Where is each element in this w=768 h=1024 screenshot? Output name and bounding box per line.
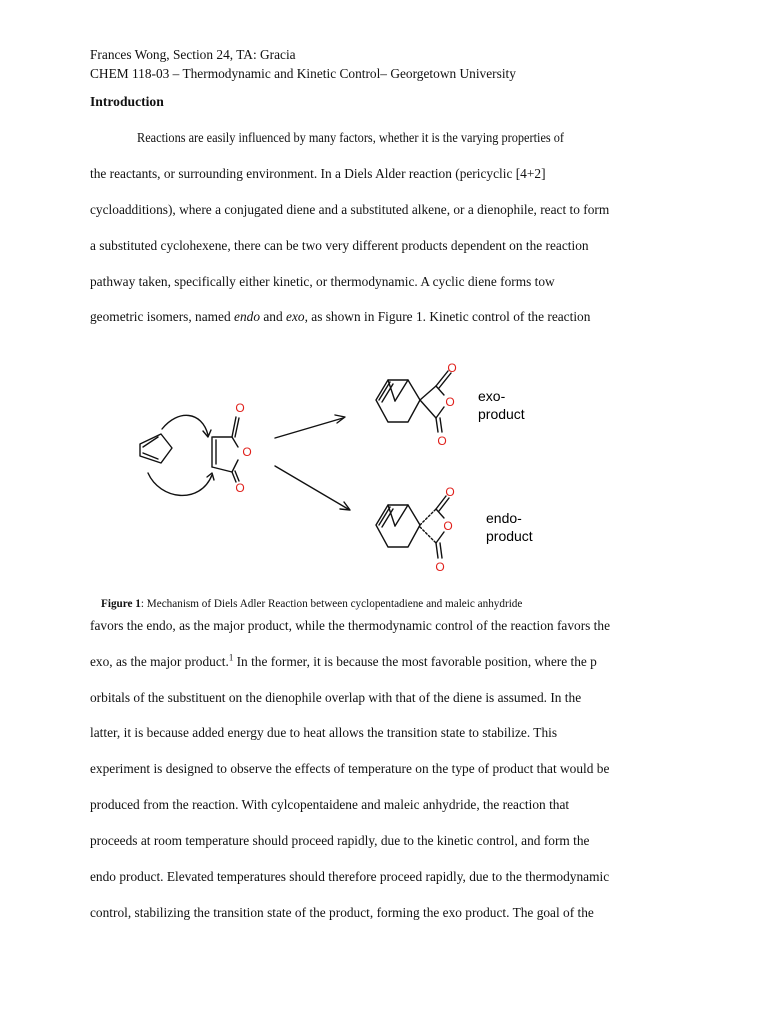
paragraph-line: a substituted cyclohexene, there can be two very different products dependent on the reaction <box>90 238 589 253</box>
paragraph-line: favors the endo, as the major product, while the thermodynamic control of the reaction favors the <box>90 618 611 633</box>
product-labels <box>478 388 533 544</box>
endo-label-line1: endo- <box>486 510 522 526</box>
paragraph-line: proceeds at room temperature should proceed rapidly, due to the kinetic control, and form the <box>90 833 590 848</box>
oxygen-label: O <box>437 434 447 448</box>
paragraph-line: control, stabilizing the transition state of the product, forming the exo product. The goal of the <box>90 905 594 920</box>
paragraph-line: produced from the reaction. With cylcopentaidene and maleic anhydride, the reaction that <box>90 797 570 812</box>
endo-label-line2: product <box>486 528 533 544</box>
endo-product-molecule <box>376 496 449 558</box>
oxygen-label: O <box>435 560 445 574</box>
paragraph-line: pathway taken, specifically either kinetic, or thermodynamic. A cyclic diene forms tow <box>90 274 555 289</box>
maleic-anhydride-molecule <box>212 417 239 482</box>
oxygen-label: O <box>443 519 453 533</box>
paragraph-line: cycloadditions), where a conjugated diene and a substituted alkene, or a dienophile, react to form <box>90 202 610 217</box>
figure-caption-text: : Mechanism of Diels Adler Reaction between cyclopentadiene and maleic anhydride <box>140 598 523 610</box>
exo-term: exo <box>286 309 305 324</box>
figure-caption <box>101 597 522 611</box>
paragraph-line: orbitals of the substituent on the dienophile overlap with that of the diene is assumed. In the <box>90 690 582 705</box>
oxygen-label: O <box>447 361 457 375</box>
exo-label-line2: product <box>478 406 525 422</box>
cyclopentadiene-molecule <box>140 434 172 463</box>
paragraph-line: the reactants, or surrounding environment. In a Diels Alder reaction (pericyclic [4+2] <box>90 166 546 181</box>
paragraph-line: experiment is designed to observe the effects of temperature on the type of product that would be <box>90 761 610 776</box>
author-line: Frances Wong, Section 24, TA: Gracia <box>90 47 296 62</box>
exo-label-line1: exo- <box>478 388 506 404</box>
endo-term: endo <box>234 309 261 324</box>
oxygen-label: O <box>235 481 245 495</box>
section-title: Introduction <box>90 94 164 109</box>
oxygen-label: O <box>235 401 245 415</box>
oxygen-atoms <box>235 361 456 574</box>
reaction-scheme-figure <box>130 355 590 590</box>
paragraph-line: latter, it is because added energy due to heat allows the transition state to stabilize. This <box>90 725 558 740</box>
oxygen-label: O <box>242 445 252 459</box>
reaction-arrows <box>275 415 350 510</box>
paragraph-line: exo, as the major product.$^1$ In the former, it is because the most favorable position, where the p <box>90 652 597 669</box>
paragraph-line: Reactions are easily influenced by many factors, whether it is the varying properties of <box>137 130 565 145</box>
paragraph-line: geometric isomers, named endo and exo, as shown in Figure 1. Kinetic control of the reaction <box>90 309 591 324</box>
footnote-reference: 1 <box>228 652 234 663</box>
oxygen-label: O <box>445 485 455 499</box>
figure-caption-label: Figure 1 <box>101 598 141 610</box>
exo-product-molecule <box>376 371 451 432</box>
oxygen-label: O <box>445 395 455 409</box>
paragraph-line: endo product. Elevated temperatures should therefore proceed rapidly, due to the thermodynamic <box>90 869 610 884</box>
electron-flow-arrows <box>148 415 214 495</box>
course-line: CHEM 118-03 – Thermodynamic and Kinetic Control– Georgetown University <box>90 66 516 81</box>
